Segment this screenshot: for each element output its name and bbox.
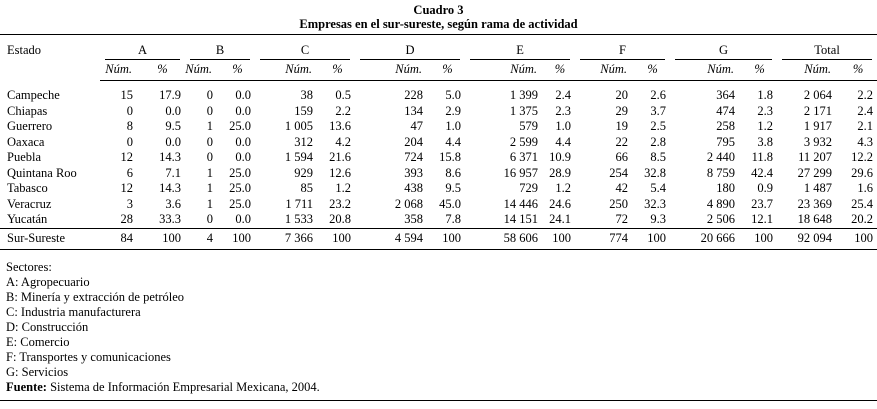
num-cell: 14 446 xyxy=(503,196,538,211)
num-cell: 3 xyxy=(126,196,133,211)
pct-cell: 3.6 xyxy=(165,196,181,211)
subheader-num: Núm. xyxy=(185,60,220,81)
pct-cell: 24.1 xyxy=(549,212,572,226)
num-cell: 254 xyxy=(609,165,629,180)
subheader-row xyxy=(0,60,877,81)
pct-cell: 7.8 xyxy=(445,212,461,226)
num-cell: 134 xyxy=(404,103,423,118)
num-cell: 7 366 xyxy=(255,228,320,250)
num-cell: 258 xyxy=(716,119,736,133)
num-cell: 0 xyxy=(206,88,213,102)
pct-cell: 25.0 xyxy=(229,181,251,195)
bottom-rule xyxy=(0,400,877,401)
subheader-num: Núm. xyxy=(777,60,839,81)
num-cell: 204 xyxy=(404,134,423,149)
subheader-num: Núm. xyxy=(355,60,430,81)
pct-cell: 2.4 xyxy=(857,103,874,118)
pct-cell: 1.8 xyxy=(757,88,774,102)
num-cell: 1 711 xyxy=(285,196,313,211)
num-cell: 364 xyxy=(716,88,736,102)
pct-cell: 10.9 xyxy=(549,150,572,164)
num-cell: 159 xyxy=(294,103,313,118)
num-cell: 393 xyxy=(404,165,423,180)
pct-cell: 0.9 xyxy=(757,181,774,195)
title-block xyxy=(0,0,877,35)
pct-cell: 25.0 xyxy=(229,119,251,133)
pct-cell: 12.1 xyxy=(751,212,774,226)
pct-cell: 25.4 xyxy=(851,196,874,211)
num-cell: 4 890 xyxy=(706,196,736,211)
num-cell: 250 xyxy=(609,196,629,211)
pct-cell: 42.4 xyxy=(751,165,774,180)
num-cell: 0 xyxy=(126,103,133,118)
pct-cell: 2.6 xyxy=(650,88,667,102)
num-cell: 1 594 xyxy=(284,150,313,164)
pct-cell: 4.3 xyxy=(857,134,874,149)
pct-cell: 0.0 xyxy=(235,103,251,118)
num-cell: 42 xyxy=(615,181,629,195)
num-cell: 1 xyxy=(206,119,213,133)
group-label: B xyxy=(190,43,250,60)
footnotes xyxy=(0,260,877,395)
num-cell: 1 xyxy=(206,181,213,195)
estado-cell: Yucatán xyxy=(7,212,48,226)
subheader-pct: % xyxy=(635,60,670,81)
group-label: A xyxy=(105,43,180,60)
pct-cell: 14.3 xyxy=(159,150,181,164)
pct-cell: 12.6 xyxy=(329,165,351,180)
pct-cell: 20.2 xyxy=(851,212,874,226)
pct-cell: 2.3 xyxy=(757,103,774,118)
num-cell: 23 369 xyxy=(797,196,833,211)
table-row xyxy=(0,212,877,228)
num-cell: 0 xyxy=(206,150,213,164)
sector-definition: G: Servicios xyxy=(6,365,69,379)
num-cell: 92 094 xyxy=(777,228,839,250)
sector-definition: C: Industria manufacturera xyxy=(6,305,141,319)
pct-cell: 24.6 xyxy=(549,196,572,211)
num-cell: 1 375 xyxy=(509,103,538,118)
table-number-title: Cuadro 3 xyxy=(413,3,464,17)
sectors-list xyxy=(6,275,877,380)
pct-cell: 2.5 xyxy=(650,119,667,133)
num-cell: 0 xyxy=(206,134,213,149)
pct-cell: 3.7 xyxy=(650,103,667,118)
pct-cell: 8.6 xyxy=(445,165,461,180)
pct-cell: 5.0 xyxy=(445,88,461,102)
estado-cell: Chiapas xyxy=(7,103,48,118)
pct-cell: 1.2 xyxy=(757,119,774,133)
pct-cell: 100 xyxy=(742,228,777,250)
num-cell: 11 207 xyxy=(798,150,833,164)
pct-cell: 9.3 xyxy=(650,212,667,226)
subheader-num: Núm. xyxy=(575,60,635,81)
column-group-a xyxy=(100,35,185,60)
sector-definition: B: Minería y extracción de petróleo xyxy=(6,290,185,304)
group-label: E xyxy=(470,43,570,60)
pct-cell: 17.9 xyxy=(159,88,181,102)
subheader-num: Núm. xyxy=(465,60,545,81)
pct-cell: 29.6 xyxy=(851,165,874,180)
num-cell: 72 xyxy=(615,212,629,226)
num-cell: 47 xyxy=(410,119,423,133)
pct-cell: 1.0 xyxy=(445,119,461,133)
subheader-pct: % xyxy=(839,60,877,81)
estado-cell: Tabasco xyxy=(7,181,48,195)
sector-definition: A: Agropecuario xyxy=(6,275,90,289)
table-row xyxy=(0,81,877,104)
table-title: Empresas en el sur-sureste, según rama de actividad xyxy=(299,17,578,31)
num-cell: 27 299 xyxy=(797,165,833,180)
num-cell: 2 599 xyxy=(509,134,538,149)
num-cell: 12 xyxy=(120,181,133,195)
num-cell: 29 xyxy=(615,103,629,118)
num-cell: 474 xyxy=(716,103,736,118)
pct-cell: 4.4 xyxy=(555,134,572,149)
num-cell: 0 xyxy=(206,212,213,226)
subheader-num: Núm. xyxy=(255,60,320,81)
num-cell: 19 xyxy=(615,119,629,133)
estado-cell: Quintana Roo xyxy=(7,165,77,180)
pct-cell: 14.3 xyxy=(159,181,181,195)
subheader-pct: % xyxy=(220,60,255,81)
pct-cell: 1.6 xyxy=(857,181,874,195)
num-cell: 6 371 xyxy=(509,150,538,164)
total-row xyxy=(0,228,877,250)
empresas-table xyxy=(0,35,877,250)
num-cell: 16 957 xyxy=(503,165,538,180)
subheader-pct: % xyxy=(140,60,185,81)
estado-cell: Sur-Sureste xyxy=(0,228,100,250)
table-row xyxy=(0,166,877,182)
subheader-pct: % xyxy=(742,60,777,81)
num-cell: 84 xyxy=(100,228,140,250)
num-cell: 66 xyxy=(615,150,629,164)
num-cell: 4 xyxy=(185,228,220,250)
num-cell: 228 xyxy=(404,88,423,102)
num-cell: 724 xyxy=(404,150,423,164)
num-cell: 1 399 xyxy=(509,88,538,102)
subheader-pct: % xyxy=(320,60,355,81)
pct-cell: 100 xyxy=(220,228,255,250)
sector-definition: D: Construcción xyxy=(6,320,89,334)
pct-cell: 2.2 xyxy=(857,88,874,102)
column-group-g xyxy=(670,35,777,60)
pct-cell: 0.0 xyxy=(235,150,251,164)
num-cell: 180 xyxy=(716,181,736,195)
num-cell: 2 171 xyxy=(803,103,833,118)
pct-cell: 20.8 xyxy=(329,212,351,226)
pct-cell: 100 xyxy=(545,228,575,250)
pct-cell: 11.8 xyxy=(751,150,774,164)
subheader-pct: % xyxy=(430,60,465,81)
num-cell: 795 xyxy=(716,134,736,149)
column-group-total xyxy=(777,35,877,60)
pct-cell: 2.3 xyxy=(555,103,572,118)
subheader-num: Núm. xyxy=(100,60,140,81)
pct-cell: 12.2 xyxy=(851,150,874,164)
pct-cell: 32.3 xyxy=(644,196,667,211)
pct-cell: 100 xyxy=(839,228,877,250)
num-cell: 58 606 xyxy=(465,228,545,250)
pct-cell: 25.0 xyxy=(229,196,251,211)
num-cell: 85 xyxy=(300,181,313,195)
pct-cell: 45.0 xyxy=(439,196,461,211)
pct-cell: 0.0 xyxy=(235,88,251,102)
num-cell: 2 068 xyxy=(394,196,423,211)
pct-cell: 33.3 xyxy=(159,212,181,226)
pct-cell: 23.2 xyxy=(329,196,351,211)
table-head xyxy=(0,35,877,81)
sectors-label: Sectores: xyxy=(6,260,52,274)
num-cell: 2 064 xyxy=(803,88,833,102)
table-row xyxy=(0,104,877,120)
pct-cell: 2.9 xyxy=(445,103,461,118)
pct-cell: 4.4 xyxy=(445,134,461,149)
pct-cell: 100 xyxy=(635,228,670,250)
num-cell: 18 648 xyxy=(797,212,833,226)
column-group-c xyxy=(255,35,355,60)
pct-cell: 0.0 xyxy=(165,103,181,118)
num-cell: 0 xyxy=(126,134,133,149)
pct-cell: 0.0 xyxy=(235,134,251,149)
num-cell: 729 xyxy=(519,181,538,195)
pct-cell: 7.1 xyxy=(165,165,181,180)
pct-cell: 2.2 xyxy=(335,103,351,118)
sector-definition: F: Transportes y comunicaciones xyxy=(6,350,171,364)
pct-cell: 1.2 xyxy=(335,181,351,195)
num-cell: 38 xyxy=(300,88,313,102)
group-label: C xyxy=(260,43,350,60)
num-cell: 1 005 xyxy=(284,119,313,133)
pct-cell: 23.7 xyxy=(751,196,774,211)
pct-cell: 0.0 xyxy=(235,212,251,226)
num-cell: 1 917 xyxy=(803,119,833,133)
num-cell: 0 xyxy=(206,103,213,118)
num-cell: 312 xyxy=(294,134,313,149)
num-cell: 8 xyxy=(126,119,133,133)
pct-cell: 5.4 xyxy=(650,181,667,195)
num-cell: 22 xyxy=(615,134,629,149)
table-row xyxy=(0,181,877,197)
table-body xyxy=(0,81,877,250)
table-row xyxy=(0,197,877,213)
estado-cell: Guerrero xyxy=(7,119,53,133)
table-row xyxy=(0,150,877,166)
num-cell: 4 594 xyxy=(355,228,430,250)
num-cell: 6 xyxy=(126,165,133,180)
estado-cell: Campeche xyxy=(7,87,60,102)
num-cell: 1 487 xyxy=(803,181,833,195)
num-cell: 28 xyxy=(120,212,133,226)
num-cell: 929 xyxy=(294,165,313,180)
table-row xyxy=(0,119,877,135)
num-cell: 2 440 xyxy=(706,150,736,164)
estado-cell: Veracruz xyxy=(7,196,52,211)
pct-cell: 13.6 xyxy=(329,119,351,133)
column-group-f xyxy=(575,35,670,60)
num-cell: 1 533 xyxy=(284,212,313,226)
pct-cell: 0.0 xyxy=(165,134,181,149)
source-line xyxy=(6,380,877,395)
source-text: Sistema de Información Empresarial Mexicana, 2004. xyxy=(46,380,320,394)
group-label: D xyxy=(360,43,460,60)
pct-cell: 9.5 xyxy=(445,181,461,195)
group-label: Total xyxy=(782,43,872,60)
column-group-d xyxy=(355,35,465,60)
num-cell: 20 xyxy=(615,88,629,102)
pct-cell: 100 xyxy=(430,228,465,250)
pct-cell: 100 xyxy=(320,228,355,250)
pct-cell: 28.9 xyxy=(549,165,572,180)
estado-cell: Oaxaca xyxy=(7,134,45,149)
pct-cell: 3.8 xyxy=(757,134,774,149)
pct-cell: 21.6 xyxy=(329,150,351,164)
num-cell: 774 xyxy=(575,228,635,250)
column-group-b xyxy=(185,35,255,60)
pct-cell: 1.2 xyxy=(555,181,572,195)
pct-cell: 25.0 xyxy=(229,165,251,180)
num-cell: 15 xyxy=(120,88,133,102)
pct-cell: 0.5 xyxy=(335,88,351,102)
num-cell: 2 506 xyxy=(706,212,736,226)
num-cell: 1 xyxy=(206,196,213,211)
num-cell: 12 xyxy=(120,150,133,164)
group-label: G xyxy=(675,43,772,60)
pct-cell: 4.2 xyxy=(335,134,351,149)
column-group-e xyxy=(465,35,575,60)
pct-cell: 2.1 xyxy=(857,119,874,133)
subheader-num: Núm. xyxy=(670,60,742,81)
num-cell: 1 xyxy=(206,165,213,180)
num-cell: 20 666 xyxy=(670,228,742,250)
num-cell: 438 xyxy=(404,181,423,195)
group-header-row xyxy=(0,35,877,60)
pct-cell: 15.8 xyxy=(439,150,461,164)
column-header-estado: Estado xyxy=(7,43,42,57)
num-cell: 358 xyxy=(404,212,423,226)
pct-cell: 1.0 xyxy=(555,119,572,133)
num-cell: 14 151 xyxy=(503,212,538,226)
pct-cell: 8.5 xyxy=(650,150,667,164)
source-label: Fuente: xyxy=(6,380,47,394)
pct-cell: 100 xyxy=(140,228,185,250)
sector-definition: E: Comercio xyxy=(6,335,70,349)
table-row xyxy=(0,135,877,151)
pct-cell: 32.8 xyxy=(644,165,667,180)
num-cell: 579 xyxy=(519,119,538,133)
estado-cell: Puebla xyxy=(7,150,42,164)
subheader-pct: % xyxy=(545,60,575,81)
pct-cell: 9.5 xyxy=(165,119,181,133)
pct-cell: 2.8 xyxy=(650,134,667,149)
num-cell: 3 932 xyxy=(803,134,833,149)
pct-cell: 2.4 xyxy=(555,88,572,102)
num-cell: 8 759 xyxy=(706,165,736,180)
group-label: F xyxy=(580,43,665,60)
